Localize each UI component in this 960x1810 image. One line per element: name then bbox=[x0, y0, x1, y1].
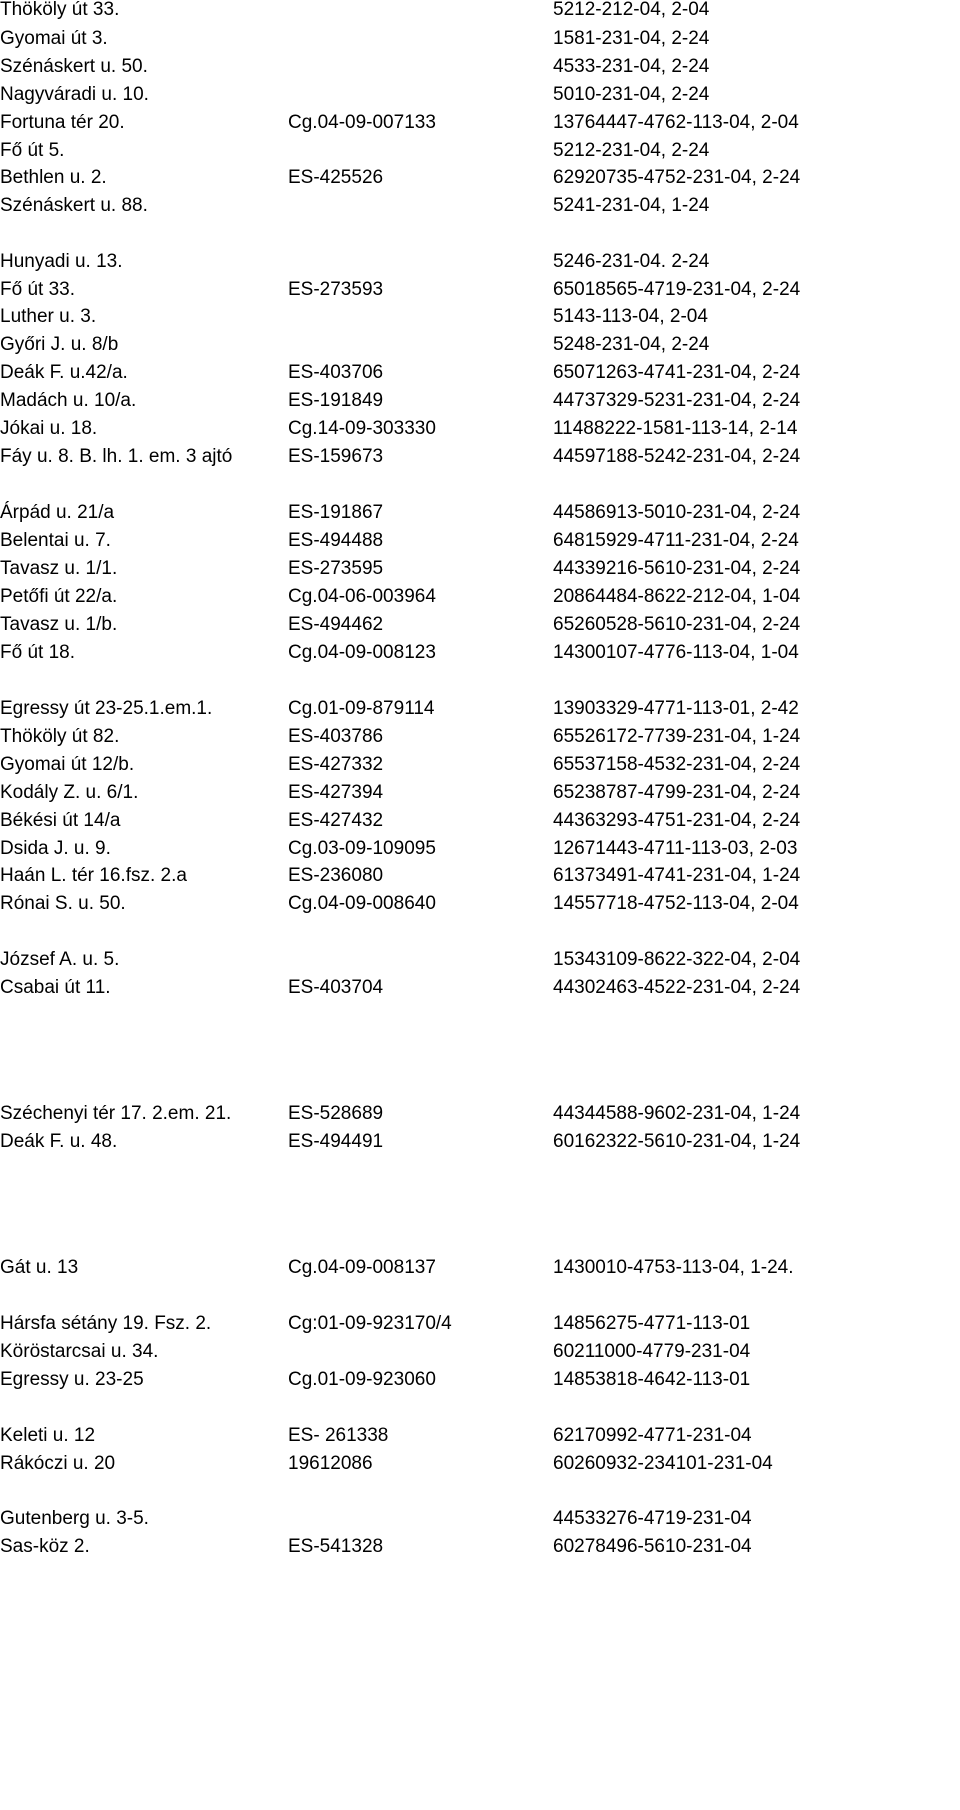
tax-id-cell: 11488222-1581-113-14, 2-14 bbox=[553, 418, 798, 439]
address-cell: Gutenberg u. 3-5. bbox=[0, 1508, 149, 1529]
address-cell: Békési út 14/a bbox=[0, 810, 121, 831]
address-cell: József A. u. 5. bbox=[0, 949, 120, 970]
address-cell: Kodály Z. u. 6/1. bbox=[0, 782, 139, 803]
address-cell: Csabai út 11. bbox=[0, 977, 111, 998]
registration-cell: Cg.01-09-879114 bbox=[288, 698, 435, 719]
address-cell: Luther u. 3. bbox=[0, 306, 97, 327]
registration-cell: ES-403704 bbox=[288, 977, 384, 998]
tax-id-cell: 12671443-4711-113-03, 2-03 bbox=[553, 838, 798, 859]
tax-id-cell: 14856275-4771-113-01 bbox=[553, 1313, 751, 1334]
table-row bbox=[0, 26, 960, 52]
address-cell: Gát u. 13 bbox=[0, 1257, 79, 1278]
table-row bbox=[0, 724, 960, 750]
registration-cell: ES-494488 bbox=[288, 530, 384, 551]
address-cell: Haán L. tér 16.fsz. 2.a bbox=[0, 865, 187, 886]
tax-id-cell: 44586913-5010-231-04, 2-24 bbox=[553, 502, 801, 523]
tax-id-cell: 5248-231-04, 2-24 bbox=[553, 334, 710, 355]
tax-id-cell: 65537158-4532-231-04, 2-24 bbox=[553, 754, 801, 775]
tax-id-cell: 5212-231-04, 2-24 bbox=[553, 140, 710, 161]
registration-cell: ES-236080 bbox=[288, 865, 384, 886]
registration-cell: ES-425526 bbox=[288, 167, 384, 188]
address-cell: Tavasz u. 1/1. bbox=[0, 558, 118, 579]
tax-id-cell: 5212-212-04, 2-04 bbox=[553, 0, 710, 20]
table-row bbox=[0, 640, 960, 666]
table-row bbox=[0, 110, 960, 136]
table-row bbox=[0, 528, 960, 554]
tax-id-cell: 60162322-5610-231-04, 1-24 bbox=[553, 1131, 801, 1152]
address-cell: Széchenyi tér 17. 2.em. 21. bbox=[0, 1103, 232, 1124]
tax-id-cell: 65071263-4741-231-04, 2-24 bbox=[553, 362, 801, 383]
tax-id-cell: 60211000-4779-231-04 bbox=[553, 1341, 751, 1362]
address-cell: Hársfa sétány 19. Fsz. 2. bbox=[0, 1313, 212, 1334]
registration-cell: Cg.04-09-008640 bbox=[288, 893, 436, 914]
address-cell: Egressy u. 23-25 bbox=[0, 1369, 144, 1390]
registration-cell: ES-191867 bbox=[288, 502, 384, 523]
tax-id-cell: 5010-231-04, 2-24 bbox=[553, 84, 710, 105]
table-row bbox=[0, 1423, 960, 1449]
registration-cell: ES-273593 bbox=[288, 279, 384, 300]
address-cell: Szénáskert u. 50. bbox=[0, 56, 148, 77]
address-cell: Nagyváradi u. 10. bbox=[0, 84, 149, 105]
table-row bbox=[0, 0, 960, 23]
registration-cell: Cg.14-09-303330 bbox=[288, 418, 436, 439]
address-cell: Fortuna tér 20. bbox=[0, 112, 125, 133]
tax-id-cell: 4533-231-04, 2-24 bbox=[553, 56, 710, 77]
registration-cell: ES-427332 bbox=[288, 754, 384, 775]
tax-id-cell: 1430010-4753-113-04, 1-24. bbox=[553, 1257, 794, 1278]
tax-id-cell: 44737329-5231-231-04, 2-24 bbox=[553, 390, 801, 411]
address-cell: Győri J. u. 8/b bbox=[0, 334, 119, 355]
tax-id-cell: 14557718-4752-113-04, 2-04 bbox=[553, 893, 799, 914]
table-row bbox=[0, 836, 960, 862]
table-row bbox=[0, 360, 960, 386]
tax-id-cell: 60278496-5610-231-04 bbox=[553, 1536, 752, 1557]
registration-cell: 19612086 bbox=[288, 1453, 373, 1474]
table-row bbox=[0, 612, 960, 638]
tax-id-cell: 62920735-4752-231-04, 2-24 bbox=[553, 167, 801, 188]
table-row bbox=[0, 752, 960, 778]
table-row bbox=[0, 780, 960, 806]
registration-cell: Cg.01-09-923060 bbox=[288, 1369, 436, 1390]
tax-id-cell: 65260528-5610-231-04, 2-24 bbox=[553, 614, 801, 635]
tax-id-cell: 61373491-4741-231-04, 1-24 bbox=[553, 865, 801, 886]
table-row bbox=[0, 304, 960, 330]
registration-cell: ES-427432 bbox=[288, 810, 384, 831]
table-row bbox=[0, 1506, 960, 1532]
table-row bbox=[0, 696, 960, 722]
tax-id-cell: 44597188-5242-231-04, 2-24 bbox=[553, 446, 801, 467]
table-row bbox=[0, 1534, 960, 1560]
tax-id-cell: 15343109-8622-322-04, 2-04 bbox=[553, 949, 801, 970]
table-row bbox=[0, 1367, 960, 1393]
address-cell: Tavasz u. 1/b. bbox=[0, 614, 118, 635]
registration-cell: ES-159673 bbox=[288, 446, 384, 467]
tax-id-cell: 13903329-4771-113-01, 2-42 bbox=[553, 698, 799, 719]
table-row bbox=[0, 249, 960, 275]
table-row bbox=[0, 1101, 960, 1127]
address-cell: Egressy út 23-25.1.em.1. bbox=[0, 698, 213, 719]
table-row bbox=[0, 444, 960, 470]
tax-id-cell: 60260932-234101-231-04 bbox=[553, 1453, 773, 1474]
address-cell: Fő út 5. bbox=[0, 140, 65, 161]
address-cell: Gyomai út 12/b. bbox=[0, 754, 135, 775]
table-row bbox=[0, 332, 960, 358]
table-row bbox=[0, 500, 960, 526]
table-row bbox=[0, 1311, 960, 1337]
table-row bbox=[0, 54, 960, 80]
address-cell: Sas-köz 2. bbox=[0, 1536, 90, 1557]
registration-cell: Cg.04-09-008123 bbox=[288, 642, 436, 663]
address-cell: Thököly út 33. bbox=[0, 0, 120, 20]
address-cell: Szénáskert u. 88. bbox=[0, 195, 148, 216]
address-cell: Rákóczi u. 20 bbox=[0, 1453, 116, 1474]
tax-id-cell: 65238787-4799-231-04, 2-24 bbox=[553, 782, 801, 803]
registration-cell: ES-494491 bbox=[288, 1131, 384, 1152]
tax-id-cell: 65018565-4719-231-04, 2-24 bbox=[553, 279, 801, 300]
table-row bbox=[0, 947, 960, 973]
table-row bbox=[0, 138, 960, 164]
table-row bbox=[0, 277, 960, 303]
address-cell: Árpád u. 21/a bbox=[0, 502, 115, 523]
address-cell: Bethlen u. 2. bbox=[0, 167, 107, 188]
table-row bbox=[0, 584, 960, 610]
registration-cell: ES-427394 bbox=[288, 782, 384, 803]
address-cell: Jókai u. 18. bbox=[0, 418, 98, 439]
address-cell: Madách u. 10/a. bbox=[0, 390, 137, 411]
address-cell: Dsida J. u. 9. bbox=[0, 838, 111, 859]
tax-id-cell: 44344588-9602-231-04, 1-24 bbox=[553, 1103, 801, 1124]
tax-id-cell: 14853818-4642-113-01 bbox=[553, 1369, 751, 1390]
address-cell: Petőfi út 22/a. bbox=[0, 586, 118, 607]
table-row bbox=[0, 1129, 960, 1155]
table-row bbox=[0, 975, 960, 1001]
tax-id-cell: 14300107-4776-113-04, 1-04 bbox=[553, 642, 799, 663]
tax-id-cell: 44302463-4522-231-04, 2-24 bbox=[553, 977, 801, 998]
address-cell: Belentai u. 7. bbox=[0, 530, 111, 551]
tax-id-cell: 5143-113-04, 2-04 bbox=[553, 306, 708, 327]
table-row bbox=[0, 556, 960, 582]
registration-cell: ES-494462 bbox=[288, 614, 384, 635]
registration-cell: ES-273595 bbox=[288, 558, 384, 579]
tax-id-cell: 65526172-7739-231-04, 1-24 bbox=[553, 726, 801, 747]
tax-id-cell: 5246-231-04. 2-24 bbox=[553, 251, 710, 272]
tax-id-cell: 44533276-4719-231-04 bbox=[553, 1508, 752, 1529]
registration-cell: ES-403706 bbox=[288, 362, 384, 383]
tax-id-cell: 44363293-4751-231-04, 2-24 bbox=[553, 810, 801, 831]
table-row bbox=[0, 82, 960, 108]
address-cell: Keleti u. 12 bbox=[0, 1425, 96, 1446]
tax-id-cell: 64815929-4711-231-04, 2-24 bbox=[553, 530, 799, 551]
registration-cell: Cg.04-09-007133 bbox=[288, 112, 436, 133]
table-row bbox=[0, 193, 960, 219]
registration-cell: Cg.03-09-109095 bbox=[288, 838, 436, 859]
tax-id-cell: 20864484-8622-212-04, 1-04 bbox=[553, 586, 801, 607]
address-cell: Deák F. u. 48. bbox=[0, 1131, 118, 1152]
address-cell: Fáy u. 8. B. lh. 1. em. 3 ajtó bbox=[0, 446, 233, 467]
registration-cell: Cg:01-09-923170/4 bbox=[288, 1313, 452, 1334]
address-cell: Thököly út 82. bbox=[0, 726, 120, 747]
registration-cell: ES- 261338 bbox=[288, 1425, 389, 1446]
table-row bbox=[0, 863, 960, 889]
table-row bbox=[0, 1451, 960, 1477]
table-row bbox=[0, 416, 960, 442]
tax-id-cell: 1581-231-04, 2-24 bbox=[553, 28, 710, 49]
registration-cell: Cg.04-09-008137 bbox=[288, 1257, 436, 1278]
tax-id-cell: 5241-231-04, 1-24 bbox=[553, 195, 710, 216]
table-row bbox=[0, 808, 960, 834]
address-cell: Rónai S. u. 50. bbox=[0, 893, 126, 914]
registration-cell: Cg.04-06-003964 bbox=[288, 586, 436, 607]
tax-id-cell: 13764447-4762-113-04, 2-04 bbox=[553, 112, 799, 133]
registration-cell: ES-403786 bbox=[288, 726, 384, 747]
registration-cell: ES-191849 bbox=[288, 390, 384, 411]
address-cell: Hunyadi u. 13. bbox=[0, 251, 123, 272]
table-row bbox=[0, 1255, 960, 1281]
tax-id-cell: 44339216-5610-231-04, 2-24 bbox=[553, 558, 801, 579]
address-cell: Deák F. u.42/a. bbox=[0, 362, 128, 383]
table-row bbox=[0, 1339, 960, 1365]
table-row bbox=[0, 388, 960, 414]
table-row bbox=[0, 891, 960, 917]
address-cell: Köröstarcsai u. 34. bbox=[0, 1341, 159, 1362]
address-cell: Fő út 18. bbox=[0, 642, 75, 663]
registration-cell: ES-541328 bbox=[288, 1536, 384, 1557]
table-row bbox=[0, 165, 960, 191]
address-cell: Fő út 33. bbox=[0, 279, 75, 300]
address-cell: Gyomai út 3. bbox=[0, 28, 108, 49]
registration-cell: ES-528689 bbox=[288, 1103, 384, 1124]
tax-id-cell: 62170992-4771-231-04 bbox=[553, 1425, 752, 1446]
